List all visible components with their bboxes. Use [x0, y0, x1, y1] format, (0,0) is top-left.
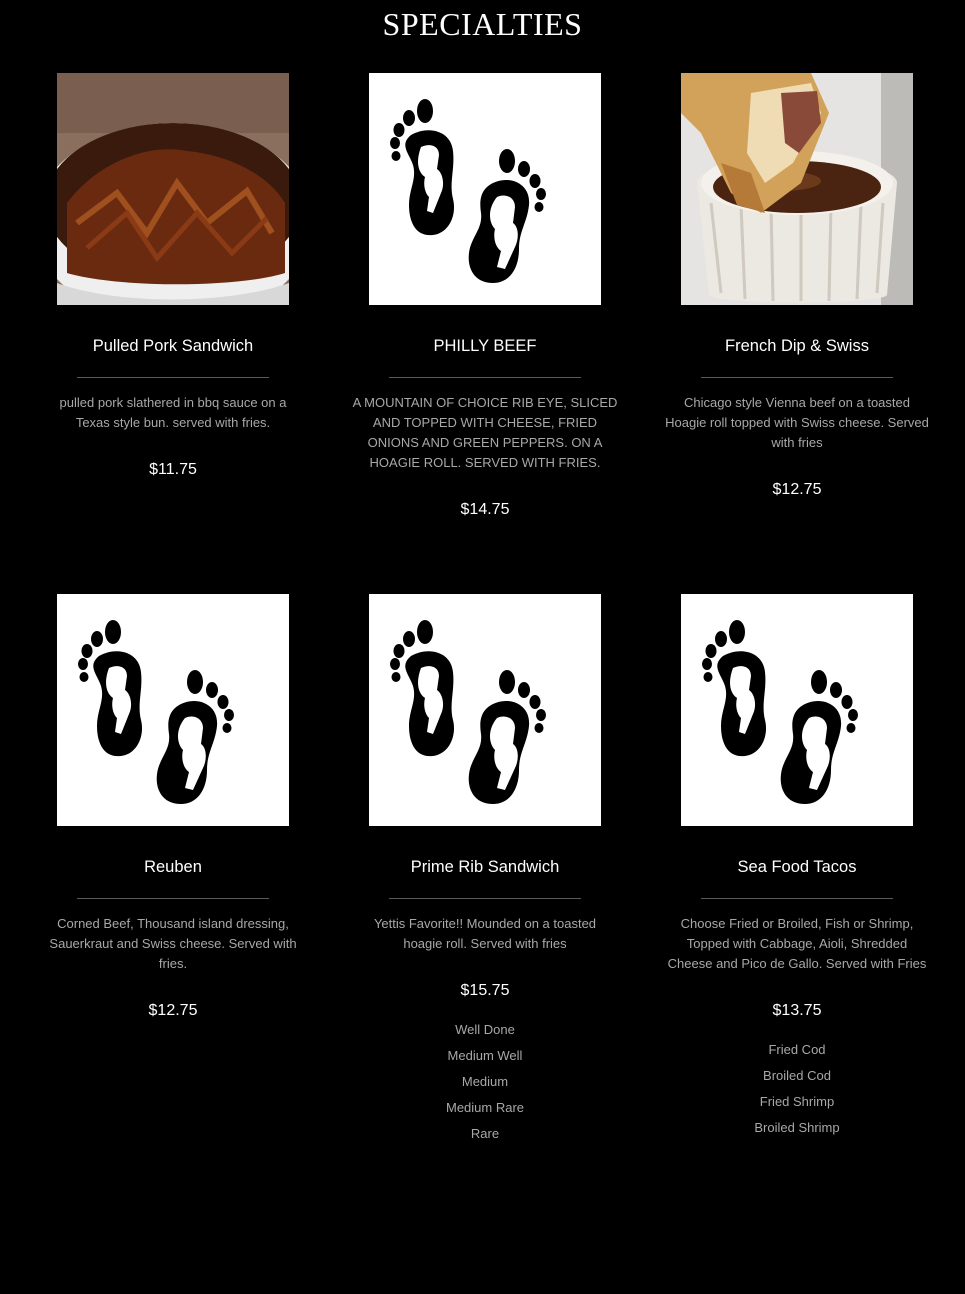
bigfoot-footprints-logo	[681, 594, 913, 826]
item-title: Sea Food Tacos	[737, 858, 857, 876]
item-title: Prime Rib Sandwich	[410, 858, 560, 876]
item-title: Pulled Pork Sandwich	[92, 337, 254, 355]
item-price: $12.75	[148, 1002, 198, 1019]
item-description: Chicago style Vienna beef on a toasted Hoagie roll topped with Swiss cheese. Served with fries	[665, 395, 929, 450]
bigfoot-footprints-logo	[369, 73, 601, 305]
menu-item-reuben[interactable]	[23, 594, 323, 1022]
seafood-options	[647, 1037, 947, 1141]
item-title: Reuben	[144, 858, 202, 876]
menu-item-philly-beef[interactable]	[335, 73, 635, 521]
item-title: French Dip & Swiss	[725, 337, 869, 355]
item-price: $11.75	[149, 461, 197, 478]
option-well-done[interactable]: Well Done	[455, 1022, 515, 1037]
item-price: $13.75	[772, 1002, 822, 1019]
item-description: Yettis Favorite!! Mounded on a toasted hoagie roll. Served with fries	[373, 916, 597, 951]
item-title: PHILLY BEEF	[433, 337, 537, 355]
item-description: Corned Beef, Thousand island dressing, Sauerkraut and Swiss cheese. Served with fries.	[49, 916, 297, 971]
menu-item-sea-food-tacos[interactable]	[647, 594, 947, 1141]
bigfoot-footprints-logo	[57, 594, 289, 826]
item-description: pulled pork slathered in bbq sauce on a Texas style bun. served with fries.	[59, 395, 287, 430]
title-divider	[701, 377, 893, 378]
option-fried-shrimp[interactable]: Fried Shrimp	[759, 1094, 835, 1109]
title-divider	[389, 377, 581, 378]
bigfoot-footprints-logo	[369, 594, 601, 826]
menu-item-prime-rib[interactable]	[335, 594, 635, 1147]
menu-item-pulled-pork[interactable]	[23, 73, 323, 481]
option-broiled-cod[interactable]: Broiled Cod	[763, 1068, 831, 1083]
item-price: $15.75	[460, 982, 510, 999]
title-divider	[77, 377, 269, 378]
pulled-pork-photo	[57, 73, 289, 305]
item-price: $14.75	[460, 501, 510, 518]
option-rare[interactable]: Rare	[470, 1126, 500, 1141]
option-medium-well[interactable]: Medium Well	[447, 1048, 523, 1063]
menu-item-french-dip[interactable]	[647, 73, 947, 501]
option-fried-cod[interactable]: Fried Cod	[768, 1042, 826, 1057]
item-price: $12.75	[772, 481, 822, 498]
title-divider	[701, 898, 893, 899]
option-broiled-shrimp[interactable]: Broiled Shrimp	[754, 1120, 840, 1135]
item-description: Choose Fried or Broiled, Fish or Shrimp, Topped with Cabbage, Aioli, Shredded Cheese and Pico de Gallo. Served with Fries	[667, 916, 927, 971]
item-description: A MOUNTAIN OF CHOICE RIB EYE, SLICED AND TOPPED WITH CHEESE, FRIED ONIONS AND GREEN PEPPERS. ON A HOAGIE ROLL. SERVED WITH FRIES.	[352, 395, 618, 470]
page-title: SPECIALTIES	[382, 6, 583, 42]
option-medium-rare[interactable]: Medium Rare	[445, 1100, 525, 1115]
doneness-options	[335, 1017, 635, 1147]
title-divider	[77, 898, 269, 899]
french-dip-photo	[681, 73, 913, 305]
option-medium[interactable]: Medium	[461, 1074, 509, 1089]
title-divider	[389, 898, 581, 899]
